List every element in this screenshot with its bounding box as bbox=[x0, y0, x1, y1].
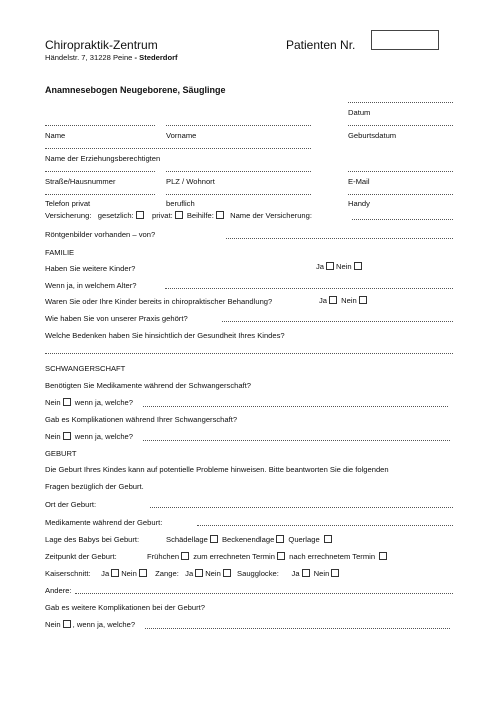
nein-label: Nein bbox=[336, 262, 352, 271]
andere-line[interactable] bbox=[75, 593, 453, 594]
strasse-label: Straße/Hausnummer bbox=[45, 177, 116, 186]
lage-options bbox=[166, 535, 334, 544]
ja-label: Ja bbox=[185, 569, 194, 578]
ort-line[interactable] bbox=[150, 507, 453, 508]
ja-label: Ja bbox=[291, 569, 300, 578]
nein-label: Nein bbox=[205, 569, 221, 578]
familie-q3: Wie haben Sie von unserer Praxis gehört? bbox=[45, 314, 188, 323]
wenn-ja-label: wenn ja, welche? bbox=[74, 432, 134, 441]
ja-label: Ja bbox=[101, 569, 110, 578]
querlage-checkbox[interactable] bbox=[324, 535, 332, 543]
nein-checkbox[interactable] bbox=[354, 262, 362, 270]
ort-label: Ort der Geburt: bbox=[45, 500, 97, 509]
versicherung-row bbox=[45, 211, 312, 220]
erziehungsberechtigte-label: Name der Erziehungsberechtigten bbox=[45, 154, 161, 163]
geburt-intro-1: Die Geburt Ihres Kindes kann auf potentielle Probleme hinweisen. Bitte beantworten Sie die folgenden bbox=[45, 465, 389, 474]
name-label: Name bbox=[45, 131, 66, 140]
zange-label: Zange: bbox=[155, 569, 179, 578]
email-label: E-Mail bbox=[348, 177, 370, 186]
geburt-komplikationen-q: Gab es weitere Komplikationen bei der Geburt? bbox=[45, 603, 205, 612]
email-line[interactable] bbox=[348, 171, 453, 172]
wenn-ja-label: , wenn ja, welche? bbox=[72, 620, 136, 629]
familie-heading: FAMILIE bbox=[45, 248, 75, 257]
handy-line[interactable] bbox=[348, 194, 453, 195]
address-suffix: - Stederdorf bbox=[134, 53, 178, 62]
datum-line[interactable] bbox=[348, 102, 453, 103]
ja-label: Ja bbox=[319, 296, 328, 305]
nein-checkbox[interactable] bbox=[63, 620, 71, 628]
nach-termin-checkbox[interactable] bbox=[379, 552, 387, 560]
geburtsdatum-line[interactable] bbox=[348, 125, 453, 126]
medikamente-line[interactable] bbox=[143, 406, 448, 407]
schaedellage-label: Schädellage bbox=[166, 535, 208, 544]
versicherung-label: Versicherung: bbox=[45, 211, 92, 220]
saugglocke-label: Saugglocke: bbox=[237, 569, 279, 578]
plz-line[interactable] bbox=[166, 171, 311, 172]
beihilfe-checkbox[interactable] bbox=[216, 211, 224, 219]
ja-checkbox[interactable] bbox=[326, 262, 334, 270]
kaiserschnitt-ja-checkbox[interactable] bbox=[111, 569, 119, 577]
datum-label: Datum bbox=[348, 108, 371, 117]
schwangerschaft-q1: Benötigten Sie Medikamente während der Schwangerschaft? bbox=[45, 381, 251, 390]
handy-label: Handy bbox=[348, 199, 370, 208]
praxis-line[interactable] bbox=[222, 321, 453, 322]
nein-checkbox[interactable] bbox=[359, 296, 367, 304]
clinic-name: Chiropraktik-Zentrum bbox=[45, 38, 158, 52]
strasse-line[interactable] bbox=[45, 171, 155, 172]
patient-nr-field[interactable] bbox=[371, 30, 439, 50]
beckenendlage-checkbox[interactable] bbox=[276, 535, 284, 543]
lage-label: Lage des Babys bei Geburt: bbox=[45, 535, 140, 544]
familie-q2-options bbox=[319, 296, 369, 305]
zum-termin-checkbox[interactable] bbox=[277, 552, 285, 560]
geburtsdatum-label: Geburtsdatum bbox=[348, 131, 397, 140]
nein-label: Nein bbox=[341, 296, 357, 305]
familie-q1: Haben Sie weitere Kinder? bbox=[45, 264, 136, 273]
zeitpunkt-label: Zeitpunkt der Geburt: bbox=[45, 552, 117, 561]
geburt-intro-2: Fragen bezüglich der Geburt. bbox=[45, 482, 144, 491]
familie-q2: Waren Sie oder Ihre Kinder bereits in chiropraktischer Behandlung? bbox=[45, 297, 273, 306]
vorname-label: Vorname bbox=[166, 131, 197, 140]
clinic-address bbox=[45, 53, 178, 62]
querlage-label: Querlage bbox=[288, 535, 320, 544]
nein-label: Nein bbox=[313, 569, 330, 578]
ja-checkbox[interactable] bbox=[329, 296, 337, 304]
roentgen-line[interactable] bbox=[226, 238, 453, 239]
nach-termin-label: nach errechnetem Termin bbox=[289, 552, 376, 561]
wenn-ja-label: wenn ja, welche? bbox=[74, 398, 134, 407]
nein-label: Nein bbox=[121, 569, 137, 578]
saugglocke-nein-checkbox[interactable] bbox=[331, 569, 339, 577]
beruflich-label: beruflich bbox=[166, 199, 195, 208]
schwangerschaft-q2: Gab es Komplikationen während Ihrer Schwangerschaft? bbox=[45, 415, 238, 424]
telefon-label: Telefon privat bbox=[45, 199, 91, 208]
medikamente-geburt-label: Medikamente während der Geburt: bbox=[45, 518, 163, 527]
zange-ja-checkbox[interactable] bbox=[195, 569, 203, 577]
roentgen-label: Röntgenbilder vorhanden – von? bbox=[45, 230, 156, 239]
nein-label: Nein bbox=[45, 398, 61, 407]
komplikationen-line[interactable] bbox=[143, 440, 450, 441]
erziehungsberechtigte-line[interactable] bbox=[45, 148, 311, 149]
form-title: Anamnesebogen Neugeborene, Säuglinge bbox=[45, 85, 226, 95]
telefon-line[interactable] bbox=[45, 194, 155, 195]
zeitpunkt-options bbox=[147, 552, 389, 561]
geburt-komplikationen-answer bbox=[45, 620, 135, 629]
address-text: Händelstr. 7, 31228 Peine bbox=[45, 53, 133, 62]
kaiserschnitt-label: Kaiserschnitt: bbox=[45, 569, 91, 578]
nein-label: Nein bbox=[45, 432, 61, 441]
medikamente-geburt-line[interactable] bbox=[197, 525, 453, 526]
name-versicherung-label: Name der Versicherung: bbox=[230, 211, 312, 220]
zum-termin-label: zum errechneten Termin bbox=[193, 552, 275, 561]
patient-nr-label: Patienten Nr. bbox=[286, 38, 356, 52]
schaedellage-checkbox[interactable] bbox=[210, 535, 218, 543]
plz-label: PLZ / Wohnort bbox=[166, 177, 215, 186]
entbindung-row bbox=[45, 569, 341, 578]
bedenken-line[interactable] bbox=[45, 353, 453, 354]
andere-label: Andere: bbox=[45, 586, 72, 595]
familie-q1-options bbox=[316, 262, 364, 271]
alter-line[interactable] bbox=[165, 288, 453, 289]
fruehchen-checkbox[interactable] bbox=[181, 552, 189, 560]
gesetzlich-label: gesetzlich: bbox=[97, 211, 134, 220]
nein-checkbox[interactable] bbox=[63, 398, 71, 406]
saugglocke-ja-checkbox[interactable] bbox=[302, 569, 310, 577]
beruflich-line[interactable] bbox=[166, 194, 311, 195]
nein-label: Nein bbox=[45, 620, 61, 629]
vorname-line[interactable] bbox=[166, 125, 311, 126]
fruehchen-label: Frühchen bbox=[147, 552, 180, 561]
schwangerschaft-q2-answer bbox=[45, 432, 133, 441]
familie-q4: Welche Bedenken haben Sie hinsichtlich der Gesundheit Ihres Kindes? bbox=[45, 331, 285, 340]
ja-label: Ja bbox=[316, 262, 325, 271]
schwangerschaft-heading: SCHWANGERSCHAFT bbox=[45, 364, 126, 373]
geburt-komplikationen-line[interactable] bbox=[145, 628, 450, 629]
familie-q1b: Wenn ja, in welchem Alter? bbox=[45, 281, 137, 290]
beihilfe-label: Beihilfe: bbox=[186, 211, 214, 220]
nein-checkbox[interactable] bbox=[63, 432, 71, 440]
name-line[interactable] bbox=[45, 125, 155, 126]
privat-label: privat: bbox=[152, 211, 173, 220]
zange-nein-checkbox[interactable] bbox=[223, 569, 231, 577]
schwangerschaft-q1-answer bbox=[45, 398, 133, 407]
geburt-heading: GEBURT bbox=[45, 449, 77, 458]
beckenendlage-label: Beckenendlage bbox=[221, 535, 275, 544]
versicherung-line[interactable] bbox=[352, 219, 453, 220]
kaiserschnitt-nein-checkbox[interactable] bbox=[139, 569, 147, 577]
privat-checkbox[interactable] bbox=[175, 211, 183, 219]
gesetzlich-checkbox[interactable] bbox=[136, 211, 144, 219]
